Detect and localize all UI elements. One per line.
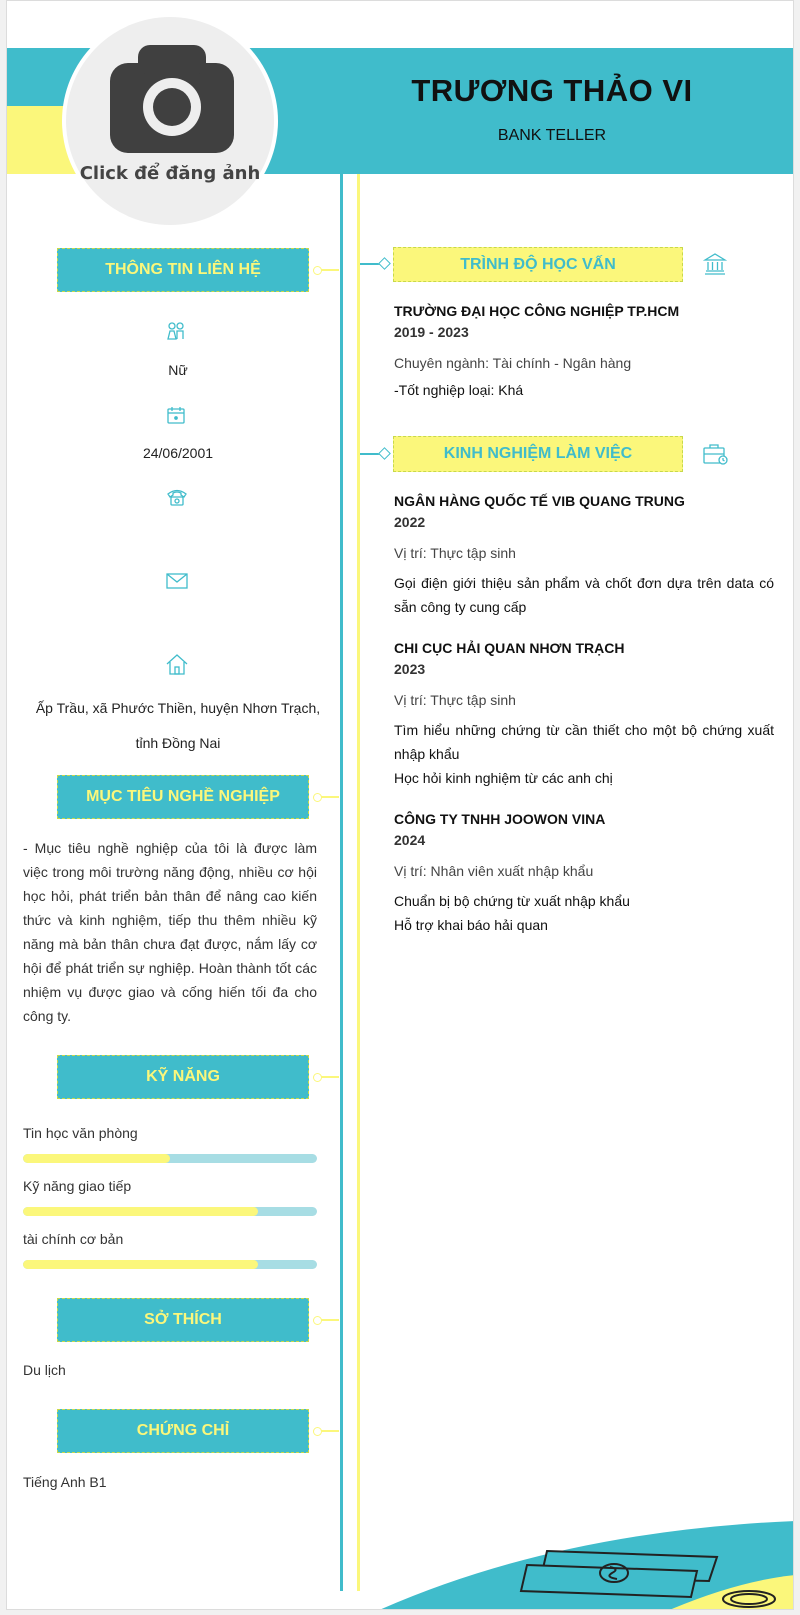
skills-section-title: KỸ NĂNG: [57, 1055, 309, 1099]
certificates-section-title: CHỨNG CHỈ: [57, 1409, 309, 1453]
skill-bar: [23, 1154, 317, 1163]
skill-name: Tin học văn phòng: [23, 1125, 138, 1141]
skill-level: [23, 1207, 258, 1216]
work-description: Tìm hiểu những chứng từ cần thiết cho một bộ chứng xuất nhập khẩu: [394, 722, 774, 762]
certificates-value: Tiếng Anh B1: [23, 1474, 107, 1490]
dob-value: 24/06/2001: [142, 445, 214, 461]
education-grade: -Tốt nghiệp loại: Khá: [394, 382, 524, 398]
work-year: 2023: [394, 661, 426, 677]
email-icon: [166, 573, 188, 589]
phone-icon: [166, 488, 188, 506]
section-connector: [360, 453, 386, 455]
work-position: Vị trí: Nhân viên xuất nhập khẩu: [394, 863, 594, 879]
experience-entry: [394, 493, 774, 619]
skill-level: [23, 1154, 170, 1163]
skill-name: Kỹ năng giao tiếp: [23, 1178, 132, 1194]
work-position: Vị trí: Thực tập sinh: [394, 545, 516, 561]
divider-line-yellow: [357, 174, 360, 1591]
address-value: Ấp Trầu, xã Phước Thiền, huyện Nhơn Trạch, tỉnh Đồng Nai: [35, 700, 321, 751]
section-connector: [315, 796, 339, 798]
skill-bar: [23, 1207, 317, 1216]
gender-value: Nữ: [168, 362, 188, 378]
skill-bar: [23, 1260, 317, 1269]
briefcase-icon: [703, 442, 729, 466]
school-name: TRƯỜNG ĐẠI HỌC CÔNG NGHIỆP TP.HCM: [394, 303, 680, 319]
company-name: CHI CỤC HẢI QUAN NHƠN TRẠCH: [394, 640, 625, 656]
avatar-label: Click để đăng ảnh: [79, 163, 261, 184]
education-section-title: TRÌNH ĐỘ HỌC VẤN: [393, 247, 683, 282]
gender-icon: [166, 321, 186, 341]
work-position: Vị trí: Thực tập sinh: [394, 692, 516, 708]
calendar-icon: [166, 405, 186, 425]
education-entry: [394, 303, 774, 402]
contact-section-title: THÔNG TIN LIÊN HỆ: [57, 248, 309, 292]
objective-text: - Mục tiêu nghề nghiệp của tôi là được làm việc trong môi trường năng động, nhiều cơ hội học hỏi, phát triển bản thân để nâng cao kiến thức và kinh nghiệm, tiếp thu thêm nhiều kỹ năng mà bản thân chưa đạt được, nắm lấy cơ hội để phát triển sự nghiệp. Hoàn thành tốt các nhiệm vụ được giao và cống hiến tối đa cho công ty.: [23, 840, 317, 1024]
work-description: Hỗ trợ khai báo hải quan: [394, 917, 548, 933]
divider-line-blue: [340, 174, 343, 1591]
education-years: 2019 - 2023: [394, 324, 469, 340]
work-description: Học hỏi kinh nghiệm từ các anh chị: [394, 770, 613, 786]
experience-section-title: KINH NGHIỆM LÀM VIỆC: [393, 436, 683, 472]
home-icon: [166, 653, 188, 675]
cv-page: [6, 0, 794, 1610]
hobbies-value: Du lịch: [23, 1362, 66, 1378]
job-title: BANK TELLER: [497, 127, 607, 144]
bank-icon: [703, 252, 727, 276]
work-year: 2022: [394, 514, 426, 530]
work-year: 2024: [394, 832, 426, 848]
skill-level: [23, 1260, 258, 1269]
section-connector: [315, 1319, 339, 1321]
hobbies-section-title: SỞ THÍCH: [57, 1298, 309, 1342]
experience-entry: [394, 640, 774, 790]
section-connector: [315, 269, 339, 271]
avatar-upload[interactable]: [62, 13, 278, 229]
company-name: NGÂN HÀNG QUỐC TẾ VIB QUANG TRUNG: [394, 493, 685, 509]
section-connector: [360, 263, 386, 265]
section-connector: [315, 1430, 339, 1432]
education-major: Chuyên ngành: Tài chính - Ngân hàng: [394, 355, 632, 371]
company-name: CÔNG TY TNHH JOOWON VINA: [394, 811, 606, 827]
experience-entry: [394, 811, 774, 937]
skill-name: tài chính cơ bản: [23, 1231, 124, 1247]
section-connector: [315, 1076, 339, 1078]
objective-section-title: MỤC TIÊU NGHỀ NGHIỆP: [57, 775, 309, 819]
work-description: Gọi điện giới thiệu sản phẩm và chốt đơn dựa trên data có sẵn công ty cung cấp: [394, 575, 774, 615]
money-decoration: [377, 1511, 794, 1610]
candidate-name: TRƯƠNG THẢO VI: [411, 73, 693, 108]
camera-icon: [110, 45, 234, 153]
work-description: Chuẩn bị bộ chứng từ xuất nhập khẩu: [394, 893, 630, 909]
